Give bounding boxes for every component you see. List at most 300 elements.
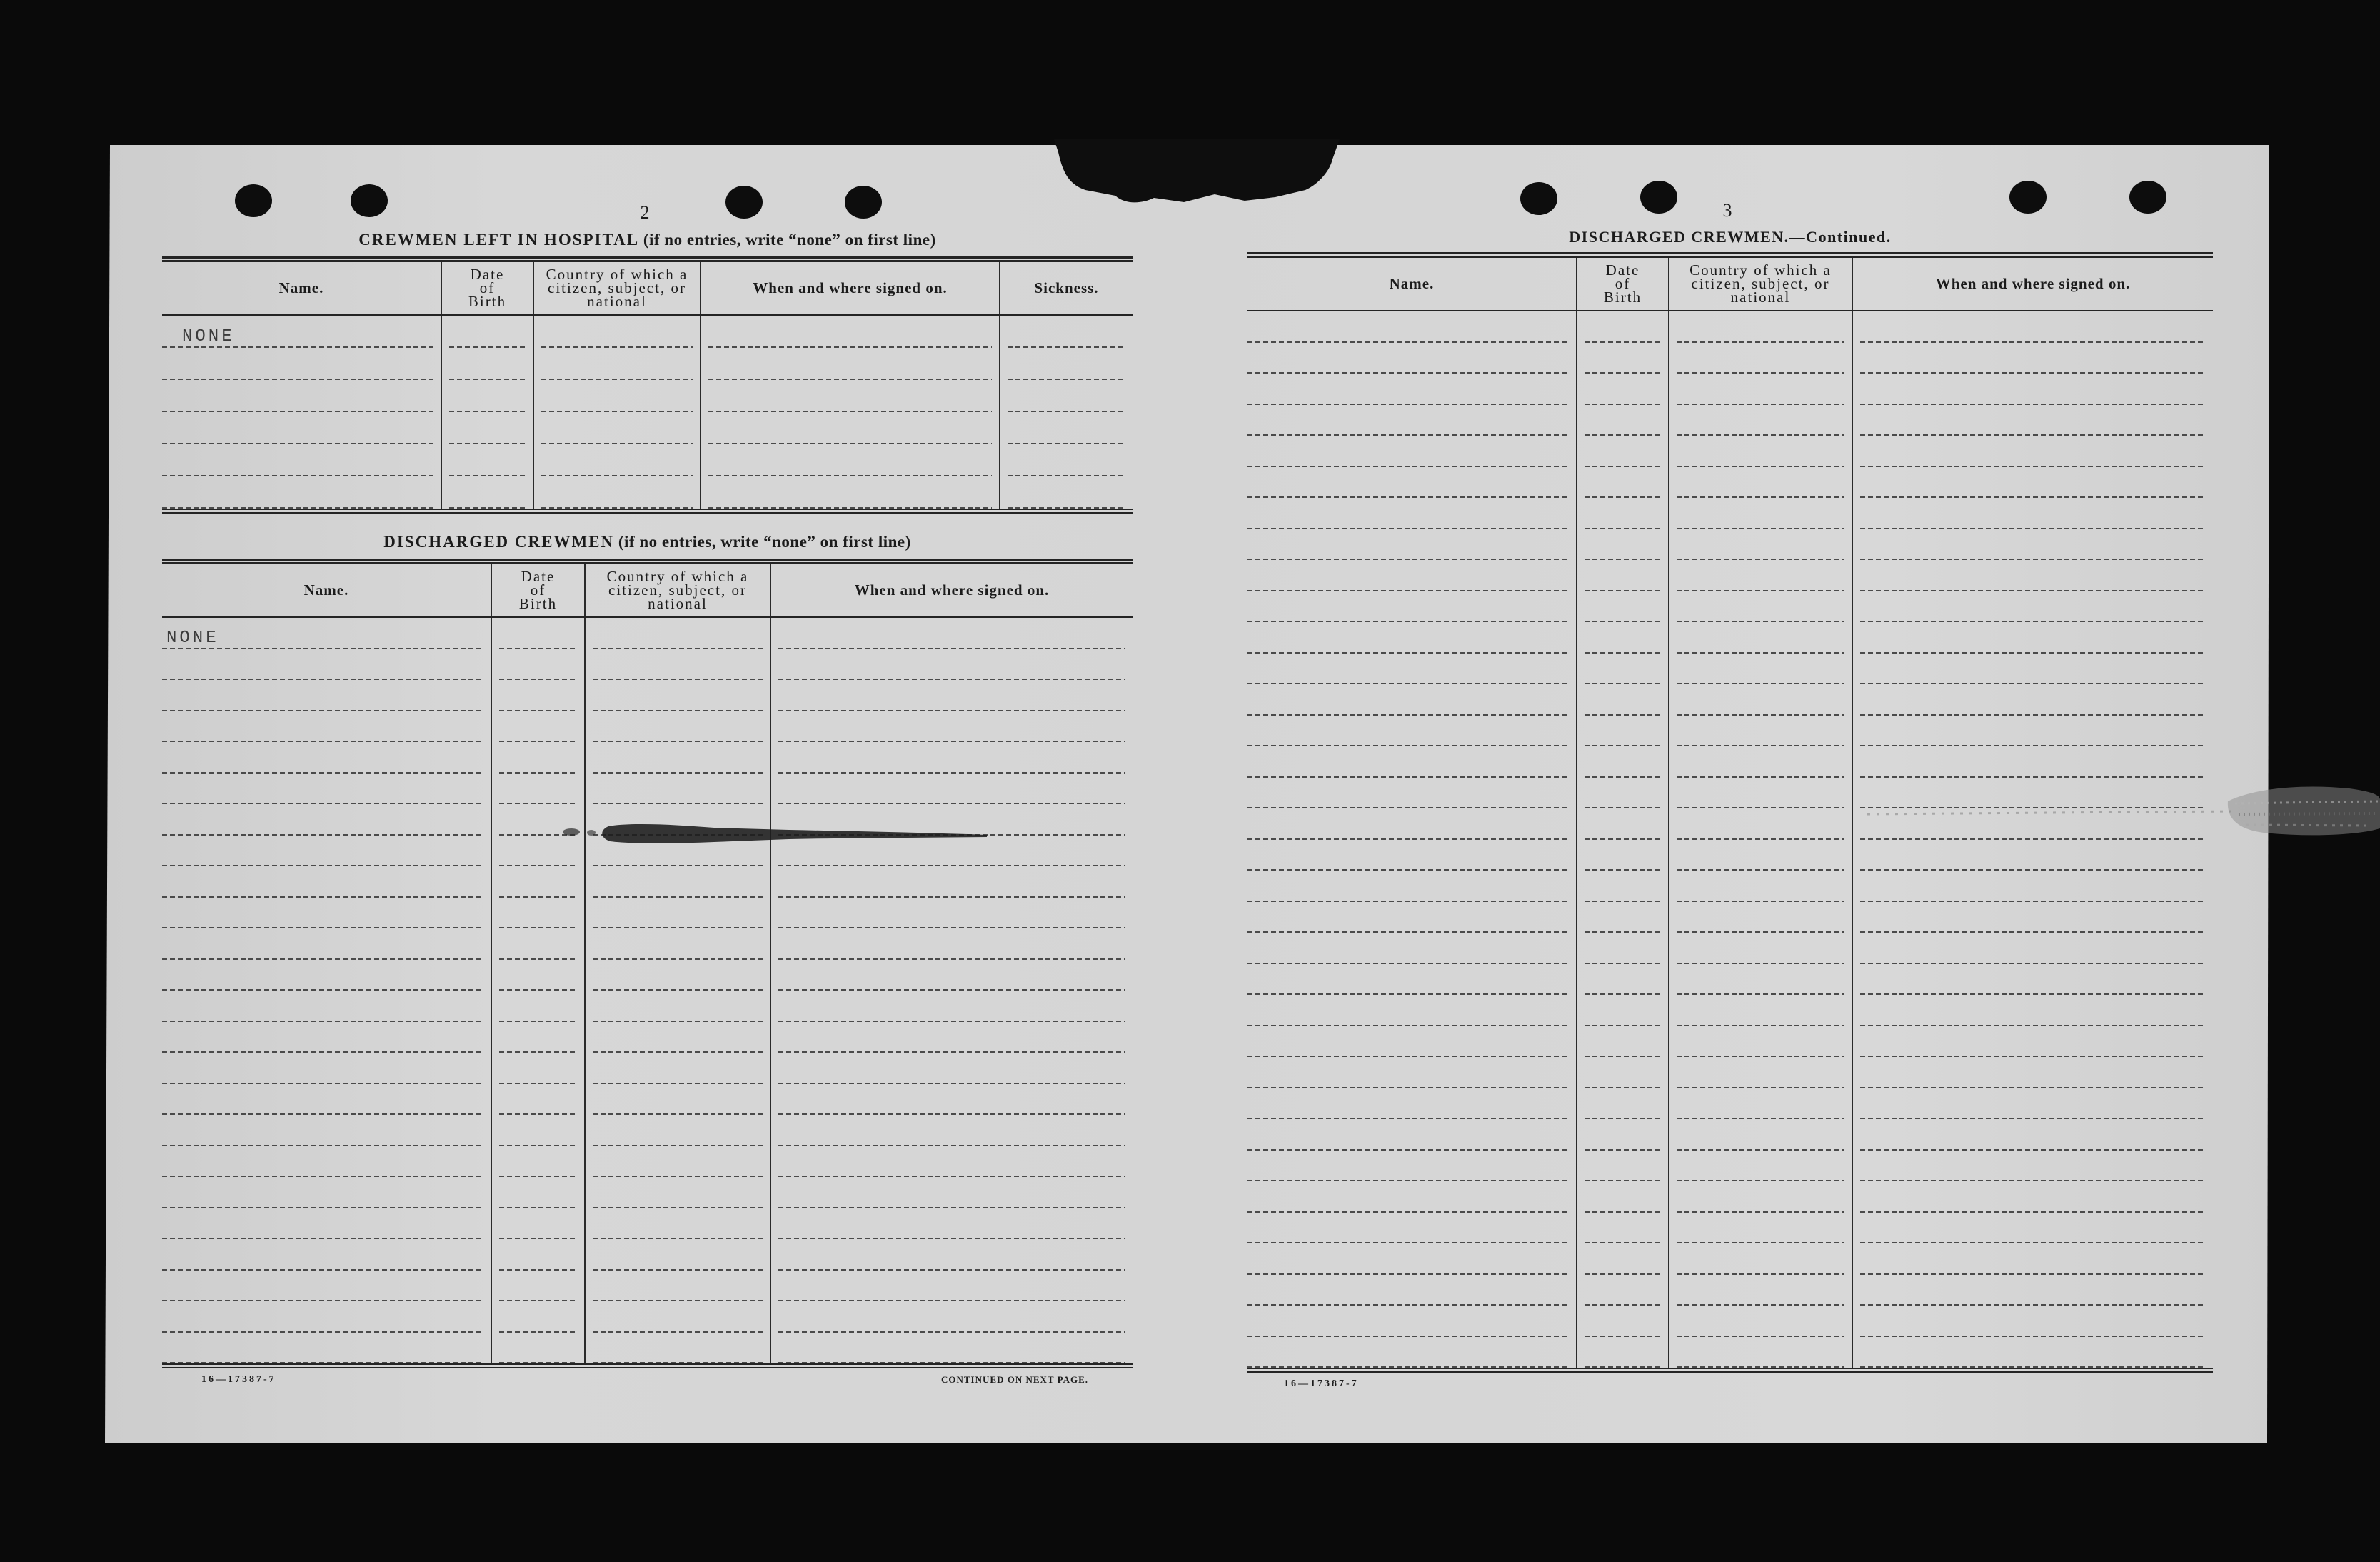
cell-name [162,348,442,380]
cell-name [1247,405,1577,436]
cell-signed-on [771,1084,1133,1116]
cell-date-of-birth [1577,1275,1669,1306]
table-row [162,991,1133,1022]
cell-signed-on [701,444,1000,476]
page-number: 2 [640,202,650,223]
cell-name [1247,684,1577,716]
table-row [1247,778,2213,809]
cell-date-of-birth [1577,1213,1669,1244]
table-row [162,1115,1133,1146]
cell-name [1247,964,1577,996]
cell-signed-on [771,711,1133,743]
cell-date-of-birth [492,1333,586,1364]
cell-name [1247,1119,1577,1151]
cell-signed-on [771,836,1133,867]
cell-date-of-birth [492,804,586,836]
cell-name [162,960,492,991]
column-header-text: Date [470,266,505,283]
cell-country [1669,1275,1853,1306]
cell-country [586,1146,771,1178]
cell-country [586,1208,771,1240]
table-row [1247,1119,2213,1151]
cell-country [586,711,771,743]
punch-hole [351,184,388,217]
cell-country [586,1333,771,1364]
cell-signed-on [1853,498,2213,529]
cell-country [1669,374,1853,405]
cell-country [586,1271,771,1302]
cell-country [1669,1057,1853,1088]
column-header-text: When and where signed on. [1935,275,2131,292]
cell-date-of-birth [492,711,586,743]
cell-signed-on [771,804,1133,836]
column-header-text: of [530,581,546,599]
column-header-text: citizen, subject, or [608,581,747,599]
cell-signed-on [1853,654,2213,685]
cell-signed-on [1853,964,2213,996]
cell-signed-on [771,1177,1133,1208]
column-header-text: Name. [303,581,349,599]
cell-name [162,1084,492,1116]
cell-date-of-birth [492,1146,586,1178]
table-row [1247,529,2213,561]
column-header-text: Country of which a [1689,261,1832,279]
cell-date-of-birth [1577,311,1669,343]
table-header-row [162,262,1133,316]
column-header-name [162,262,442,314]
column-header-text: national [587,293,647,310]
cell-date-of-birth [492,649,586,681]
cell-signed-on [1853,808,2213,840]
cell-signed-on [1853,311,2213,343]
cell-signed-on [1853,622,2213,654]
cell-name [162,774,492,805]
cell-signed-on [771,960,1133,991]
cell-signed-on [771,649,1133,681]
cell-sickness [1000,348,1133,380]
form-number: 16—17387-7 [1284,1378,1359,1389]
cell-country [1669,964,1853,996]
cell-date-of-birth [1577,995,1669,1026]
cell-name [1247,716,1577,747]
cell-name [162,380,442,412]
table-row [162,680,1133,711]
table-row [162,1301,1133,1333]
table-row [162,1333,1133,1364]
cell-signed-on [1853,778,2213,809]
cell-country [586,928,771,960]
column-header-text: of [479,279,496,296]
cell-date-of-birth [1577,560,1669,591]
cell-signed-on [771,1208,1133,1240]
cell-sickness [1000,380,1133,412]
table-row [162,649,1133,681]
punch-hole [725,186,763,219]
section-title-instruction: (if no entries, write “none” on first line) [618,533,911,551]
cell-country [1669,622,1853,654]
cell-country [534,412,701,444]
cell-date-of-birth [492,866,586,898]
section-title-text: DISCHARGED CREWMEN [383,533,615,551]
cell-country [1669,778,1853,809]
table-row [1247,436,2213,467]
cell-signed-on [1853,716,2213,747]
column-header-text: Country of which a [546,266,688,283]
column-header-signed-on [701,262,1000,314]
cell-name [1247,498,1577,529]
cell-date-of-birth [492,1301,586,1333]
table-row [162,804,1133,836]
table-row [1247,498,2213,529]
cell-name [1247,933,1577,964]
table-row [1247,746,2213,778]
cell-signed-on [1853,995,2213,1026]
cell-signed-on [701,476,1000,509]
cell-name [1247,1213,1577,1244]
cell-country [586,1022,771,1053]
cell-date-of-birth [1577,1119,1669,1151]
cell-country [1669,684,1853,716]
table-row [162,898,1133,929]
column-header-sickness [1000,262,1133,314]
cell-signed-on [1853,1213,2213,1244]
cell-name [162,898,492,929]
cell-signed-on [701,380,1000,412]
continued-note: CONTINUED ON NEXT PAGE. [941,1374,1088,1385]
cell-country [1669,654,1853,685]
column-header-text: Birth [518,595,558,612]
cell-country [1669,1181,1853,1213]
column-header-date-of-birth [492,564,586,616]
cell-date-of-birth [442,348,534,380]
column-header-text: Date [521,568,556,585]
cell-name: NONE [162,618,492,649]
cell-name [1247,902,1577,933]
cell-name [1247,467,1577,499]
column-header-text: of [1615,275,1631,292]
cell-name [162,1239,492,1271]
cell-country [586,866,771,898]
cell-sickness [1000,444,1133,476]
cell-signed-on [1853,1057,2213,1088]
cell-country [586,742,771,774]
column-header-date-of-birth [442,262,534,314]
cell-date-of-birth [1577,1337,1669,1368]
table-body [162,618,1133,1363]
cell-date-of-birth [442,444,534,476]
cell-date-of-birth [1577,1026,1669,1058]
cell-date-of-birth [1577,840,1669,871]
cell-name [162,1208,492,1240]
table-row [162,348,1133,380]
cell-date-of-birth [1577,746,1669,778]
cell-country [586,1177,771,1208]
table-header-row [162,564,1133,618]
cell-signed-on [1853,1119,2213,1151]
cell-name [1247,1088,1577,1120]
table-row [162,412,1133,444]
cell-name [162,1333,492,1364]
cell-date-of-birth [1577,933,1669,964]
cell-signed-on [701,316,1000,348]
cell-name [162,1301,492,1333]
discharged-crewmen-table [162,559,1133,1368]
column-header-country [534,262,701,314]
cell-country [1669,498,1853,529]
cell-country [1669,1306,1853,1337]
column-header-signed-on [1853,258,2213,310]
cell-signed-on [1853,1181,2213,1213]
table-row [1247,654,2213,685]
column-header-text: Country of which a [606,568,749,585]
table-row [1247,1306,2213,1337]
cell-country [1669,467,1853,499]
cell-country [1669,1119,1853,1151]
table-row [162,1146,1133,1178]
table-row [1247,1275,2213,1306]
punch-hole [2009,181,2047,214]
cell-date-of-birth [442,476,534,509]
cell-date-of-birth [492,991,586,1022]
cell-signed-on [1853,405,2213,436]
column-header-text: Sickness. [1034,279,1099,296]
cell-signed-on [771,1239,1133,1271]
cell-country [1669,808,1853,840]
cell-signed-on [771,1271,1133,1302]
table-row [1247,808,2213,840]
cell-signed-on [1853,746,2213,778]
cell-country [534,476,701,509]
cell-name [162,1177,492,1208]
table-row [1247,343,2213,374]
cell-date-of-birth [442,380,534,412]
table-row [162,1053,1133,1084]
cell-signed-on [1853,1306,2213,1337]
cell-date-of-birth [492,1022,586,1053]
cell-name [162,804,492,836]
column-header-text: citizen, subject, or [1691,275,1830,292]
cell-name [1247,436,1577,467]
cell-signed-on [1853,1275,2213,1306]
column-header-text: When and where signed on. [854,581,1050,599]
section-title-discharged-continued [1247,228,2213,246]
table-row [1247,591,2213,623]
cell-country [586,618,771,649]
cell-country [534,348,701,380]
cell-name [1247,1026,1577,1058]
cell-country [1669,1243,1853,1275]
cell-signed-on [771,1053,1133,1084]
cell-country [1669,591,1853,623]
cell-signed-on [1853,436,2213,467]
cell-name [162,649,492,681]
cell-date-of-birth [492,1115,586,1146]
cell-date-of-birth [442,412,534,444]
column-header-name [162,564,492,616]
table-row [1247,1243,2213,1275]
table-row [162,1177,1133,1208]
cell-date-of-birth [492,742,586,774]
cell-date-of-birth [1577,1306,1669,1337]
cell-name [162,444,442,476]
cell-date-of-birth [1577,871,1669,902]
cell-date-of-birth [1577,1181,1669,1213]
cell-signed-on [1853,840,2213,871]
cell-signed-on [1853,1243,2213,1275]
cell-country [1669,436,1853,467]
cell-name [162,412,442,444]
cell-sickness [1000,316,1133,348]
cell-country [586,1053,771,1084]
cell-country [586,836,771,867]
cell-signed-on [1853,684,2213,716]
cell-name [1247,654,1577,685]
cell-name: NONE [162,316,442,348]
cell-date-of-birth [1577,529,1669,561]
cell-name [162,476,442,509]
table-row [162,618,1133,649]
cell-name [1247,1151,1577,1182]
cell-name [162,991,492,1022]
table-body [1247,311,2213,1368]
cell-country [586,1301,771,1333]
cell-signed-on [771,928,1133,960]
table-body [162,316,1133,509]
table-row [162,711,1133,743]
punch-hole [2129,181,2166,214]
table-row [162,836,1133,867]
cell-date-of-birth [492,680,586,711]
cell-name [162,1053,492,1084]
cell-date-of-birth [492,1053,586,1084]
column-header-text: national [648,595,708,612]
cell-country [1669,746,1853,778]
cell-name [1247,995,1577,1026]
cell-date-of-birth [1577,1057,1669,1088]
cell-name [1247,1243,1577,1275]
cell-date-of-birth [492,928,586,960]
column-header-signed-on [771,564,1133,616]
cell-signed-on [771,1146,1133,1178]
cell-date-of-birth [1577,622,1669,654]
cell-signed-on [771,991,1133,1022]
cell-signed-on [1853,1337,2213,1368]
table-row [1247,374,2213,405]
column-header-text: Birth [468,293,507,310]
cell-date-of-birth [1577,778,1669,809]
cell-name [162,1271,492,1302]
cell-name [1247,746,1577,778]
cell-name [162,1022,492,1053]
cell-date-of-birth [492,618,586,649]
column-header-text: Name. [278,279,324,296]
cell-signed-on [771,774,1133,805]
column-header-text: Birth [1603,289,1642,306]
cell-signed-on [771,898,1133,929]
cell-signed-on [1853,902,2213,933]
cell-date-of-birth [1577,716,1669,747]
cell-name [162,1115,492,1146]
column-header-country [1669,258,1853,310]
cell-date-of-birth [1577,436,1669,467]
cell-country [586,680,771,711]
cell-name [162,1146,492,1178]
section-title-discharged [162,533,1133,551]
cell-signed-on [1853,529,2213,561]
cell-date-of-birth [492,960,586,991]
table-row [1247,840,2213,871]
cell-date-of-birth [1577,405,1669,436]
table-row [1247,684,2213,716]
cell-signed-on [771,1022,1133,1053]
cell-country [586,898,771,929]
cell-signed-on [1853,560,2213,591]
table-row [162,1208,1133,1240]
cell-signed-on [771,866,1133,898]
column-header-text: Name. [1389,275,1435,292]
cell-signed-on [771,1333,1133,1364]
cell-country [534,444,701,476]
punch-hole [1640,181,1677,214]
cell-name [1247,1306,1577,1337]
cell-date-of-birth [492,898,586,929]
cell-date-of-birth [492,1239,586,1271]
cell-date-of-birth [492,1271,586,1302]
table-row [162,928,1133,960]
cell-name [1247,622,1577,654]
cell-signed-on [1853,1151,2213,1182]
cell-date-of-birth [1577,591,1669,623]
table-row [162,742,1133,774]
table-row [1247,902,2213,933]
discharged-crewmen-continued-table [1247,252,2213,1373]
cell-country [586,1239,771,1271]
page-number: 3 [1722,200,1732,221]
section-title-instruction: (if no entries, write “none” on first line) [643,231,936,249]
cell-date-of-birth [1577,343,1669,374]
cell-signed-on [1853,1088,2213,1120]
table-row [1247,716,2213,747]
table-row [1247,1088,2213,1120]
cell-date-of-birth [1577,964,1669,996]
cell-name [1247,871,1577,902]
cell-country [1669,1213,1853,1244]
cell-date-of-birth [492,1208,586,1240]
table-row [162,316,1133,348]
cell-country [1669,902,1853,933]
cell-country [534,316,701,348]
cell-date-of-birth [1577,374,1669,405]
cell-country [1669,1337,1853,1368]
cell-date-of-birth [1577,684,1669,716]
cell-date-of-birth [1577,808,1669,840]
cell-country [1669,871,1853,902]
cell-country [586,991,771,1022]
table-row [1247,1181,2213,1213]
column-header-text: When and where signed on. [753,279,948,296]
cell-name [1247,1337,1577,1368]
column-header-date-of-birth [1577,258,1669,310]
table-row [1247,933,2213,964]
cell-country [1669,1026,1853,1058]
cell-name [162,742,492,774]
cell-country [1669,1151,1853,1182]
cell-name [1247,778,1577,809]
cell-sickness [1000,412,1133,444]
cell-country [586,960,771,991]
cell-signed-on [771,618,1133,649]
cell-signed-on [1853,933,2213,964]
